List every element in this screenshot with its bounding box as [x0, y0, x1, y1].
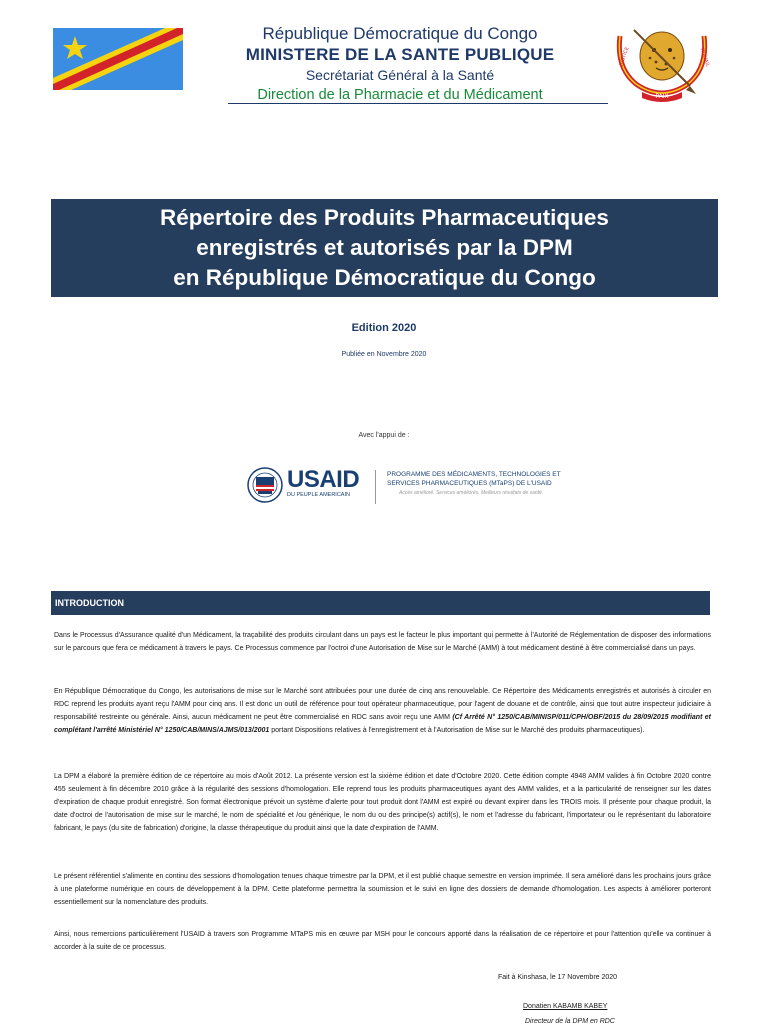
- section-heading-introduction: INTRODUCTION: [51, 591, 710, 615]
- paragraph-2-legal-reference: (Cf Arrêté N° 1250/CAB/MINISP/011/CPH/OBF/2015 du 28/09/2015 modifiant et complétant l'arrêté Ministériel N° 1250/CAB/MINS/AJMS/013/2001: [54, 714, 711, 734]
- edition-label: Edition 2020: [351, 322, 417, 334]
- signoff-place-date: Fait à Kinshasa, le 17 Novembre 2020: [498, 974, 618, 981]
- secretariat-name: Secrétariat Général à la Santé: [305, 67, 495, 83]
- ministry-name: MINISTERE DE LA SANTE PUBLIQUE: [245, 45, 555, 64]
- emblem-motto-justice: JUSTICE: [618, 46, 631, 67]
- intro-paragraph-1: Dans le Processus d'Assurance qualité d'un Médicament, la traçabilité des produits circulant dans un pays est le facteur le plus important qui permette à l'Autorité de Réglementation de disposer des informations sur le parcours que fera ce médicament à travers le pays. Ce Processus commence par l'octroi d'une Autorisation de Mise sur le Marché (AMM) à tout médicament destiné à être commercialisé dans un pays.: [54, 632, 711, 652]
- document-title: [51, 199, 718, 297]
- intro-paragraph-4: Le présent référentiel s'alimente en continu des sessions d'homologation tenues chaque trimestre par la DPM, et il est publié chaque semestre en version imprimée. Il sera amélioré dans les prochains jours grâce à une plateforme numérique en cours de développement à la DPM. Cette plateforme permettra la soumission et le suivi en ligne des dossiers de demande d'homologation. Les aspects à améliorer porteront essentiellement sur la nomenclature des produits.: [54, 873, 711, 906]
- publication-date: Publiée en Novembre 2020: [341, 351, 427, 358]
- drc-flag: [53, 28, 183, 90]
- title-line-3: en République Démocratique du Congo: [173, 265, 596, 290]
- usaid-subtitle: DU PEUPLE AMERICAIN: [287, 492, 350, 498]
- emblem-motto-travail: TRAVAIL: [698, 46, 711, 68]
- emblem-motto-paix: PAIX: [655, 93, 669, 100]
- usaid-seal-icon: [247, 467, 283, 503]
- header-divider: [228, 103, 608, 104]
- intro-paragraph-2: [54, 685, 711, 737]
- ministry-header: [190, 24, 610, 105]
- mtaps-program-line-2: SERVICES PHARMACEUTIQUES (MTaPS) DE L'USAID: [387, 480, 552, 487]
- logo-divider: [375, 470, 376, 504]
- usaid-wordmark: USAID: [287, 466, 360, 493]
- directorate-name: Direction de la Pharmacie et du Médicament: [257, 87, 543, 103]
- intro-paragraph-5: Ainsi, nous remercions particulièrement l'USAID à travers son Programme MTaPS mis en œuvre par MSH pour le concours apporté dans la réalisation de ce répertoire et pour l'attention qu'elle va continuer à accorder à la suite de ce processus.: [54, 931, 711, 951]
- signer-name: Donatien KABAMB KABEY: [523, 1003, 608, 1010]
- title-line-2: enregistrés et autorisés par la DPM: [196, 235, 573, 260]
- support-label: Avec l'appui de :: [358, 432, 410, 439]
- signer-role: Directeur de la DPM en RDC: [525, 1018, 615, 1025]
- paragraph-2-text-a: En République Démocratique du Congo, les autorisations de mise sur le Marché sont attribuées pour une durée de cinq ans renouvelable. Ce Répertoire des Médicaments enregistrés et autorisés à circuler en RDC reprend les produits ayant reçu l'AMM pour cinq ans. Il est donc un outil de référence pour tout opérateur pharmaceutique, pour l'agent de douane et de contrôle, ainsi que tout autre inspecteur judiciaire à responsabilité restreinte ou générale. Ainsi, aucun médicament ne peut être commercialisé en RDC sans avoir reçu une AMM: [54, 688, 711, 721]
- mtaps-tagline: Accès amélioré. Services améliorés. Meilleurs résultats de santé.: [399, 490, 544, 496]
- intro-paragraph-3: La DPM a élaboré la première édition de ce répertoire au mois d'Août 2012. La présente version est la sixième édition et date d'Octobre 2020. Cette édition compte 4948 AMM valides à fin Octobre 2020 contre 455 seulement à fin décembre 2010 grâce à la régularité des sessions d'homologation. Elle reprend tous les produits pharmaceutiques ayant des AMM valides, et a la particularité de renseigner sur les dates d'expiration de chaque produit enregistré. Son format électronique prévoit un système d'alerte pour tout produit dont l'AMM est expiré ou devant expirer dans les TROIS mois. Il présente pour chaque produit, la date d'octroi de l'autorisation de mise sur le marché, le nom de spécialité et /ou générique, le nom du ou des principe(s) actif(s), le nom et l'adresse du fabricant, l'importateur ou le représentant du laboratoire fabricant, le pays (du site de fabrication) d'origine, la classe thérapeutique du produit ainsi que la date d'expiration de l'AMM.: [54, 773, 711, 832]
- paragraph-2-text-c: portant Dispositions relatives à l'enregistrement et à l'Autorisation de Mise sur le Marché des produits pharmaceutiques).: [269, 727, 645, 734]
- coat-of-arms-icon: [606, 22, 718, 104]
- mtaps-program-line-1: PROGRAMME DES MÉDICAMENTS, TECHNOLOGIES ET: [387, 471, 561, 478]
- title-line-1: Répertoire des Produits Pharmaceutiques: [160, 205, 609, 230]
- country-name: République Démocratique du Congo: [262, 24, 538, 43]
